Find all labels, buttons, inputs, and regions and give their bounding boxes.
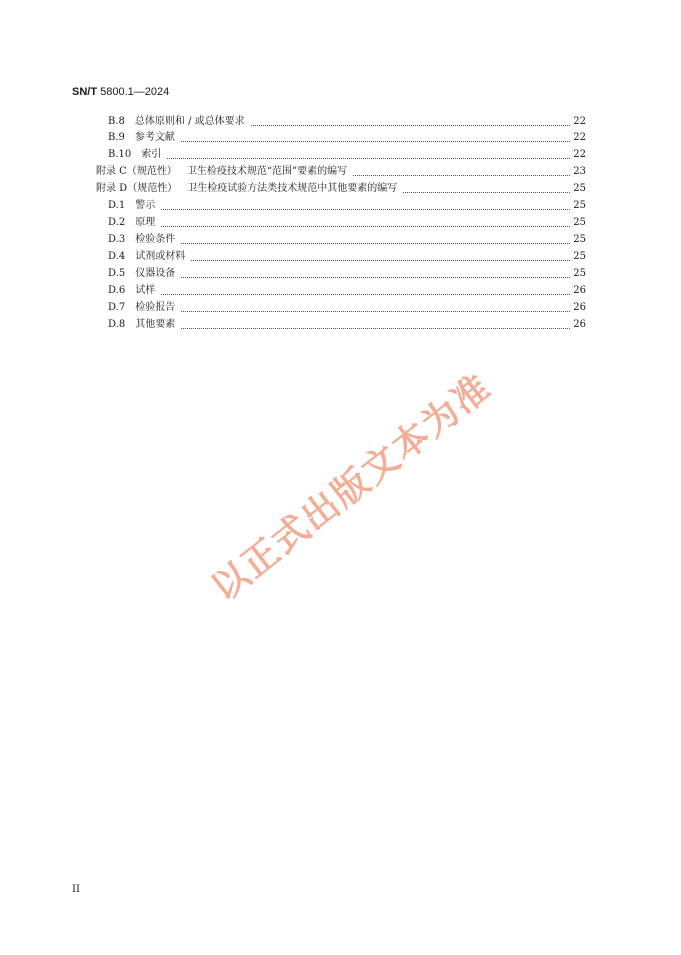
- toc-entry-code: D.1: [108, 200, 126, 211]
- toc-entry-code: D.8: [108, 319, 126, 330]
- toc-entry-page: 26: [573, 319, 586, 330]
- toc-entry-code: D.3: [108, 234, 126, 245]
- watermark: 以正式出版文本为准: [204, 366, 500, 610]
- toc-entry-b10[interactable]: [108, 147, 586, 163]
- toc-entry-d5[interactable]: [108, 266, 586, 282]
- standard-prefix: SN/T: [72, 86, 98, 98]
- toc-entry-page: 22: [573, 132, 586, 143]
- toc-entry-d7[interactable]: [108, 300, 586, 316]
- toc-entry-page: 23: [573, 166, 586, 177]
- document-header: [72, 86, 169, 98]
- toc-dot-leader: [161, 226, 570, 227]
- toc-entry-appendix-d[interactable]: [96, 181, 586, 197]
- toc-entry-code: D.5: [108, 268, 126, 279]
- toc-entry-title: 总体原则和 / 或总体要求: [134, 116, 245, 127]
- toc-entry-page: 26: [573, 285, 586, 296]
- toc-entry-title: 警示: [135, 200, 156, 211]
- toc-entry-title: 卫生检疫试验方法类技术规范中其他要素的编写: [187, 183, 398, 194]
- toc-entry-d6[interactable]: [108, 283, 586, 299]
- toc-entry-d3[interactable]: [108, 232, 586, 248]
- toc-dot-leader: [191, 260, 570, 261]
- toc-entry-appendix-c[interactable]: [96, 164, 586, 180]
- toc-entry-code: D.7: [108, 302, 126, 313]
- toc-entry-page: 25: [573, 200, 586, 211]
- toc-entry-code: B.8: [108, 116, 125, 127]
- toc-dot-leader: [167, 158, 570, 159]
- toc-entry-page: 25: [573, 251, 586, 262]
- toc-entry-title: 卫生检疫技术规范“范围”要素的编写: [186, 166, 348, 177]
- toc-entry-code: D.4: [108, 251, 126, 262]
- toc-entry-d8[interactable]: [108, 317, 586, 333]
- toc-entry-code: 附录 D（规范性）: [96, 183, 178, 194]
- toc-dot-leader: [161, 209, 570, 210]
- page-number: II: [72, 884, 80, 895]
- standard-number: 5800.1—2024: [97, 86, 170, 98]
- toc-entry-d1[interactable]: [108, 198, 586, 214]
- toc-entry-page: 26: [573, 302, 586, 313]
- toc-entry-code: 附录 C（规范性）: [96, 166, 177, 177]
- toc-dot-leader: [181, 243, 570, 244]
- toc-entry-code: B.10: [108, 149, 132, 160]
- toc-dot-leader: [353, 175, 570, 176]
- toc-entry-title: 参考文献: [134, 132, 175, 143]
- toc-dot-leader: [181, 277, 570, 278]
- toc-entry-page: 25: [573, 268, 586, 279]
- toc-entry-code: D.2: [108, 217, 126, 228]
- toc-entry-d2[interactable]: [108, 215, 586, 231]
- toc-entry-page: 25: [573, 183, 586, 194]
- toc-entry-title: 检验报告: [135, 302, 176, 313]
- toc-dot-leader: [181, 311, 570, 312]
- toc-entry-title: 检验条件: [135, 234, 176, 245]
- toc-entry-title: 仪器设备: [135, 268, 176, 279]
- toc-entry-title: 原理: [135, 217, 156, 228]
- toc-entry-title: 试样: [135, 285, 156, 296]
- toc-entry-b8[interactable]: [108, 114, 586, 130]
- toc-entry-page: 25: [573, 234, 586, 245]
- toc-dot-leader: [251, 125, 570, 126]
- toc-entry-code: B.9: [108, 132, 125, 143]
- toc-dot-leader: [181, 141, 570, 142]
- toc-entry-page: 22: [573, 149, 586, 160]
- toc-dot-leader: [161, 294, 570, 295]
- toc-entry-page: 25: [573, 217, 586, 228]
- toc-dot-leader: [403, 192, 570, 193]
- toc-entry-title: 其他要素: [135, 319, 176, 330]
- toc-entry-d4[interactable]: [108, 249, 586, 265]
- toc-entry-code: D.6: [108, 285, 126, 296]
- toc-entry-b9[interactable]: [108, 130, 586, 146]
- toc-dot-leader: [181, 328, 570, 329]
- toc-entry-title: 试剂或材料: [135, 251, 186, 262]
- toc-entry-page: 22: [573, 116, 586, 127]
- toc-entry-title: 索引: [141, 149, 162, 160]
